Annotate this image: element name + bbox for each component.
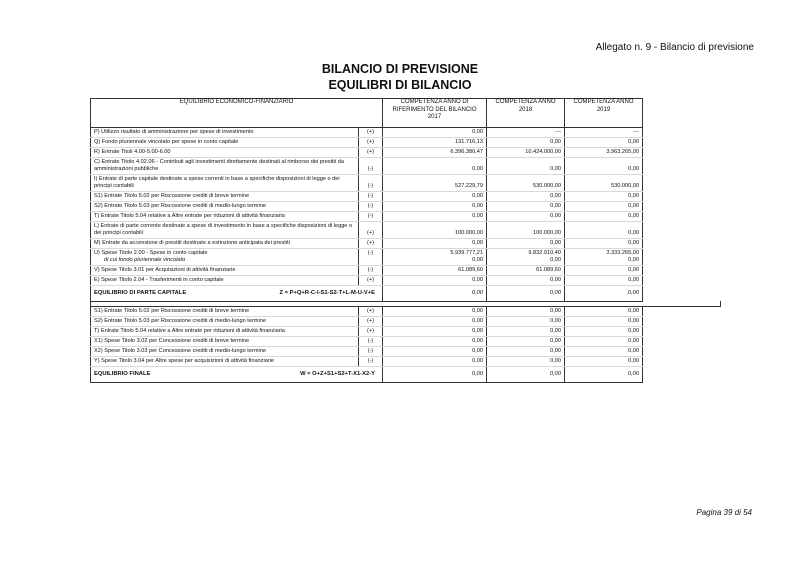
row-description: C) Entrate Titolo 4.02.06 - Contributi agli investimenti direttamente destinati al rimborso dei prestiti da amministrazioni pubbliche (91, 157, 359, 174)
row-description: X2) Spese Titolo 3.03 per Concessione crediti di medio-lungo termine (91, 346, 359, 356)
value-2018: --- (487, 128, 565, 138)
equilibrium-formula: W = O+Z+S1+S2+T-X1-X2-Y (300, 370, 375, 377)
value-2017: 61.089,60 (383, 265, 487, 275)
table-row (91, 306, 721, 316)
equilibrium-name: EQUILIBRIO FINALE (94, 370, 151, 377)
table-row (91, 238, 721, 248)
value-2017-total: 5.939.777,21 (450, 249, 483, 256)
row-description-main: U) Spese Titolo 2.00 - Spese in conto capitale (94, 249, 208, 256)
value-2018-fpv: 0,00 (550, 256, 561, 263)
value-2017: 100.000,00 (383, 221, 487, 238)
table-row (91, 346, 721, 356)
row-sign: (-) (359, 174, 383, 191)
row-description: T) Entrate Titolo 5.04 relative a Altre entrate per riduzioni di attività finanziaria (91, 211, 359, 221)
table-row (91, 316, 721, 326)
value-2018-total: 9.832.910,40 (528, 249, 561, 256)
value-2017 (383, 248, 487, 265)
row-description: V) Spese Titolo 3.01 per Acquisizioni di attività finanziarie (91, 265, 359, 275)
page-subtitle: EQUILIBRI DI BILANCIO (328, 78, 472, 92)
equilibrium-formula: Z = P+Q+R-C-I-S1-S2-T+L-M-U-V+E (279, 289, 375, 296)
value-2019: 0,00 (565, 221, 643, 238)
row-sign: (-) (359, 248, 383, 265)
value-2018: 0,00 (487, 366, 565, 382)
table-row (91, 201, 721, 211)
value-2019: 0,00 (565, 366, 643, 382)
value-2019: 0,00 (565, 211, 643, 221)
header-competenza-2018: COMPETENZA ANNO 2018 (487, 99, 565, 128)
equilibrium-name: EQUILIBRIO DI PARTE CAPITALE (94, 289, 187, 296)
row-sign: (+) (359, 306, 383, 316)
row-description: L) Entrate di parte corrente destinate a spese di investimento in base a specifiche disposizioni di legge o dei principi contabili (91, 221, 359, 238)
value-2018: 0,00 (487, 346, 565, 356)
table-row (91, 157, 721, 174)
header-competenza-2019: COMPETENZA ANNO 2019 (565, 99, 643, 128)
row-sign: (-) (359, 346, 383, 356)
row-description: Y) Spese Titolo 3.04 per Altre spese per acquisizioni di attività finanziarie (91, 356, 359, 366)
row-description: S1) Entrate Titolo 5.02 per Riscossione crediti di breve termine (91, 191, 359, 201)
value-2018: 0,00 (487, 211, 565, 221)
row-sign: (-) (359, 157, 383, 174)
row-sign: (-) (359, 356, 383, 366)
value-2018: 530.000,00 (487, 174, 565, 191)
value-2018: 0,00 (487, 137, 565, 147)
value-2018: 0,00 (487, 356, 565, 366)
value-2017: 0,00 (383, 128, 487, 138)
table-row (91, 147, 721, 157)
row-description: P) Utilizzo risultato di amministrazione per spese di investimento (91, 128, 359, 138)
value-2019-fpv: 0,00 (628, 256, 639, 263)
row-description: I) Entrate di parte capitale destinate a spese correnti in base a specifiche disposizioni di legge o dei principi contabili (91, 174, 359, 191)
value-2019: 3.963.265,00 (565, 147, 643, 157)
value-2018: 0,00 (487, 285, 565, 301)
page-number: Pagina 39 di 54 (696, 508, 752, 517)
value-2018: 10.424.000,00 (487, 147, 565, 157)
allegato-label: Allegato n. 9 - Bilancio di previsione (595, 42, 754, 53)
value-2017: 0,00 (383, 285, 487, 301)
equilibrio-finale (91, 366, 721, 382)
table-row (91, 128, 721, 138)
value-2018: 0,00 (487, 157, 565, 174)
header-descrizione: EQUILIBRIO ECONOMICO-FINANZIARIO (91, 99, 383, 128)
value-2017: 0,00 (383, 356, 487, 366)
row-description: E) Spese Titolo 2.04 - Trasferimenti in conto capitale (91, 275, 359, 285)
table-row (91, 336, 721, 346)
row-sign: (-) (359, 336, 383, 346)
value-2019: 0,00 (565, 191, 643, 201)
row-description: S2) Entrate Titolo 5.03 per Riscossione crediti di medio-lungo termine (91, 201, 359, 211)
value-2019: 0,00 (565, 201, 643, 211)
row-description: Q) Fondo pluriennale vincolato per spese in conto capitale (91, 137, 359, 147)
value-2017: 527.229,79 (383, 174, 487, 191)
row-sign: (-) (359, 265, 383, 275)
value-2017: 0,00 (383, 238, 487, 248)
value-2018: 0,00 (487, 191, 565, 201)
row-sign: (+) (359, 316, 383, 326)
value-2019: 0,00 (565, 326, 643, 336)
equilibrium-label (91, 285, 383, 301)
table-row (91, 211, 721, 221)
value-2019: 0,00 (565, 285, 643, 301)
row-sign: (+) (359, 326, 383, 336)
table-row (91, 174, 721, 191)
row-description: S2) Entrate Titolo 5.03 per Riscossione crediti di medio-lungo termine (91, 316, 359, 326)
value-2019: 0,00 (565, 265, 643, 275)
row-description: X1) Spese Titolo 3.02 per Concessione crediti di breve termine (91, 336, 359, 346)
value-2017: 0,00 (383, 366, 487, 382)
table-row (91, 137, 721, 147)
value-2018: 0,00 (487, 275, 565, 285)
equilibri-table (90, 98, 721, 383)
row-sign: (+) (359, 128, 383, 138)
table-row (91, 221, 721, 238)
value-2018: 0,00 (487, 336, 565, 346)
table-row (91, 326, 721, 336)
value-2019: 0,00 (565, 137, 643, 147)
value-2017: 0,00 (383, 201, 487, 211)
value-2018: 0,00 (487, 238, 565, 248)
value-2017: 0,00 (383, 275, 487, 285)
value-2017: 0,00 (383, 346, 487, 356)
table-row (91, 191, 721, 201)
value-2019: 0,00 (565, 306, 643, 316)
value-2017: 0,00 (383, 306, 487, 316)
value-2017: 0,00 (383, 326, 487, 336)
value-2018: 0,00 (487, 201, 565, 211)
value-2018: 61.089,60 (487, 265, 565, 275)
equilibrio-parte-capitale (91, 285, 721, 301)
value-2017: 6.396.380,47 (383, 147, 487, 157)
value-2017: 0,00 (383, 211, 487, 221)
value-2017: 131.716,13 (383, 137, 487, 147)
value-2019: 0,00 (565, 238, 643, 248)
row-sign: (-) (359, 211, 383, 221)
equilibrium-label (91, 366, 383, 382)
value-2018: 0,00 (487, 316, 565, 326)
row-sign: (-) (359, 201, 383, 211)
value-2019: 0,00 (565, 157, 643, 174)
row-sign: (+) (359, 147, 383, 157)
table-row (91, 356, 721, 366)
header-competenza-2017: COMPETENZA ANNO DI RIFERIMENTO DEL BILANCIO 2017 (383, 99, 487, 128)
row-description: S1) Entrate Titolo 5.02 per Riscossione crediti di breve termine (91, 306, 359, 316)
value-2018: 100.000,00 (487, 221, 565, 238)
value-2017: 0,00 (383, 316, 487, 326)
row-description: T) Entrate Titolo 5.04 relative a Altre entrate per riduzioni di attività finanziaria (91, 326, 359, 336)
value-2019: 0,00 (565, 346, 643, 356)
value-2018: 0,00 (487, 306, 565, 316)
value-2017: 0,00 (383, 191, 487, 201)
value-2019: --- (565, 128, 643, 138)
value-2018: 0,00 (487, 326, 565, 336)
table-row (91, 248, 721, 265)
row-description: R) Entrate Titoli 4.00-5.00-6.00 (91, 147, 359, 157)
value-2018 (487, 248, 565, 265)
row-description: M) Entrate da accensione di prestiti destinate a estinzione anticipata dei prestiti (91, 238, 359, 248)
row-sign: (+) (359, 137, 383, 147)
value-2017-fpv: 0,00 (472, 256, 483, 263)
row-sign: (+) (359, 221, 383, 238)
value-2019: 530.000,00 (565, 174, 643, 191)
row-description-sub: di cui fondo pluriennale vincolato (104, 256, 186, 263)
row-sign: (+) (359, 238, 383, 248)
value-2019: 0,00 (565, 275, 643, 285)
value-2019: 0,00 (565, 336, 643, 346)
value-2017: 0,00 (383, 157, 487, 174)
value-2019 (565, 248, 643, 265)
value-2019: 0,00 (565, 316, 643, 326)
value-2019: 0,00 (565, 356, 643, 366)
value-2019-total: 3.333.265,00 (606, 249, 639, 256)
table-row (91, 275, 721, 285)
row-sign: (+) (359, 275, 383, 285)
row-description (91, 248, 359, 265)
table-row (91, 265, 721, 275)
value-2017: 0,00 (383, 336, 487, 346)
row-sign: (-) (359, 191, 383, 201)
page-title: BILANCIO DI PREVISIONE (321, 62, 479, 76)
